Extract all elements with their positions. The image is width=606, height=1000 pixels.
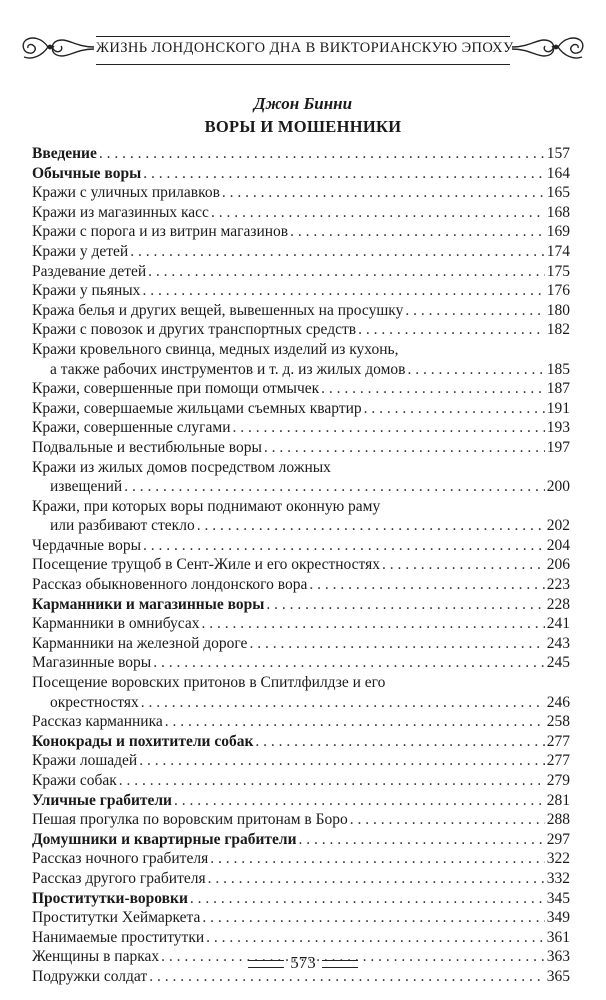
toc-entry xyxy=(32,575,570,595)
toc-entry-title: Кражи лошадей xyxy=(32,752,138,770)
toc-page-number: 349 xyxy=(546,909,570,927)
dot-leader xyxy=(197,516,545,536)
toc-entry-row xyxy=(32,693,570,713)
dot-leader xyxy=(143,164,545,184)
toc-entry xyxy=(32,281,570,301)
dot-leader xyxy=(266,595,544,615)
toc-entry xyxy=(32,222,570,242)
toc-entry-title: окрестностях xyxy=(50,693,139,711)
toc-entry xyxy=(32,497,570,536)
toc-page-number: 241 xyxy=(546,615,570,633)
toc-entry xyxy=(32,242,570,262)
toc-entry-row xyxy=(32,849,570,869)
toc-entry xyxy=(32,458,570,497)
toc-page-number: 187 xyxy=(546,380,570,398)
toc-entry xyxy=(32,555,570,575)
page-number xyxy=(0,953,606,973)
toc-entry-row xyxy=(32,869,570,889)
toc-entry-row xyxy=(32,634,570,654)
toc-entry-row xyxy=(32,830,570,850)
dot-leader xyxy=(211,203,545,223)
toc-entry xyxy=(32,536,570,556)
dot-leader xyxy=(141,693,545,713)
toc-page-number: 246 xyxy=(546,693,570,711)
toc-entry-title: Нанимаемые проститутки xyxy=(32,928,205,946)
dot-leader xyxy=(143,536,545,556)
toc-entry-row xyxy=(32,555,570,575)
toc-entry-title: Рассказ ночного грабителя xyxy=(32,850,209,868)
toc-entry-title: Введение xyxy=(32,145,97,162)
toc-page-number: 223 xyxy=(546,576,570,594)
toc-entry-row xyxy=(32,183,570,203)
toc-entry-title: Чердачные воры xyxy=(32,536,142,554)
toc-entry-title: Пешая прогулка по воровским притонам в Боро xyxy=(32,811,348,829)
toc-page-number: 288 xyxy=(546,811,570,829)
toc-page-number: 175 xyxy=(546,262,570,280)
toc-entry-row xyxy=(32,477,570,497)
toc-entry xyxy=(32,751,570,771)
toc-entry-title: Магазинные воры xyxy=(32,654,152,672)
toc-page-number: 245 xyxy=(546,654,570,672)
header-rule-top xyxy=(96,36,510,37)
toc-entry-title: Кражи у детей xyxy=(32,242,129,260)
toc-entry-title: Кражи из магазинных касс xyxy=(32,203,209,221)
header-rule-bottom xyxy=(96,64,510,65)
toc-entry xyxy=(32,320,570,340)
toc-entry-title: Рассказ карманника xyxy=(32,713,163,731)
toc-page-number: 277 xyxy=(546,732,570,750)
toc-entry-title: извещений xyxy=(50,478,123,496)
dot-leader xyxy=(358,320,545,340)
dot-leader xyxy=(206,928,545,948)
flourish-ornament-icon xyxy=(510,30,588,64)
toc-page-number: 206 xyxy=(546,556,570,574)
toc-entry-title: Кражи с порога и из витрин магазинов xyxy=(32,223,289,241)
toc-entry-title: Подружки солдат xyxy=(32,967,148,985)
toc-page-number: 182 xyxy=(546,321,570,339)
toc-entry-title-line: Посещение воровских притонов в Спитлфилдзе и его xyxy=(32,674,386,692)
toc-page-number: 322 xyxy=(546,850,570,868)
dot-leader xyxy=(153,653,545,673)
toc-page-number: 277 xyxy=(546,752,570,770)
toc-entry xyxy=(32,418,570,438)
dot-leader xyxy=(222,183,545,203)
toc-page-number: 332 xyxy=(546,869,570,887)
toc-entry-row xyxy=(32,791,570,811)
toc-entry-title-line: Кражи кровельного свинца, медных изделий из кухонь, xyxy=(32,340,399,358)
toc-page-number: 363 xyxy=(546,948,570,966)
dot-leader xyxy=(142,281,544,301)
toc-entry xyxy=(32,908,570,928)
toc-entry xyxy=(32,810,570,830)
toc-entry-row xyxy=(32,928,570,948)
toc-page-number: 365 xyxy=(546,967,570,985)
toc-page-number: 168 xyxy=(546,203,570,221)
toc-entry-row xyxy=(32,418,570,438)
table-of-contents xyxy=(32,144,570,987)
toc-entry-row xyxy=(32,908,570,928)
toc-page-number: 180 xyxy=(546,301,570,319)
toc-entry-row xyxy=(32,614,570,634)
toc-page-number: 258 xyxy=(546,713,570,731)
toc-entry xyxy=(32,340,570,379)
dot-leader xyxy=(210,849,545,869)
page-number-text: 573 xyxy=(290,953,316,972)
toc-entry-row xyxy=(32,712,570,732)
dot-leader xyxy=(139,751,545,771)
dot-leader xyxy=(290,222,545,242)
toc-entry-row xyxy=(32,262,570,282)
dot-leader xyxy=(382,555,545,575)
dot-leader xyxy=(124,477,545,497)
toc-page-number: 169 xyxy=(546,223,570,241)
toc-entry-row xyxy=(32,536,570,556)
toc-entry-row xyxy=(32,751,570,771)
toc-entry xyxy=(32,771,570,791)
toc-entry xyxy=(32,673,570,712)
toc-entry-title: Кражи, совершаемые жильцами съемных квартир xyxy=(32,399,362,417)
toc-entry-row xyxy=(32,242,570,262)
toc-entry-row xyxy=(32,222,570,242)
toc-page-number: 361 xyxy=(546,928,570,946)
toc-page-number: 297 xyxy=(546,830,570,848)
toc-entry-row xyxy=(32,360,570,380)
toc-page-number: 204 xyxy=(546,536,570,554)
dot-leader xyxy=(190,889,545,909)
toc-entry xyxy=(32,791,570,811)
toc-page-number: 345 xyxy=(546,889,570,907)
toc-entry-row xyxy=(32,653,570,673)
toc-entry xyxy=(32,849,570,869)
toc-entry xyxy=(32,399,570,419)
running-head xyxy=(18,28,588,76)
toc-entry-title: Проститутки-воровки xyxy=(32,889,188,907)
toc-page-number: 164 xyxy=(546,164,570,182)
toc-entry xyxy=(32,183,570,203)
toc-entry xyxy=(32,712,570,732)
dot-leader xyxy=(202,614,545,634)
toc-entry-title: Кражи у пьяных xyxy=(32,282,141,300)
toc-entry-row xyxy=(32,516,570,536)
dot-leader xyxy=(202,908,544,928)
toc-page-number: 279 xyxy=(546,772,570,789)
toc-entry-title-line: Кражи, при которых воры поднимают оконную раму xyxy=(32,497,381,515)
toc-page-number: 174 xyxy=(546,242,570,260)
dot-leader xyxy=(99,144,545,164)
toc-page-number: 193 xyxy=(546,419,570,437)
toc-entry-title: или разбивают стекло xyxy=(50,517,195,535)
toc-entry-title: Конокрады и похитители собак xyxy=(32,732,254,750)
toc-entry-title: Карманники и магазинные воры xyxy=(32,595,265,613)
toc-entry-title: Рассказ обыкновенного лондонского вора xyxy=(32,576,308,594)
toc-entry-row xyxy=(32,301,570,321)
dot-leader xyxy=(264,438,545,458)
toc-page-number: 197 xyxy=(546,438,570,456)
toc-entry xyxy=(32,595,570,615)
toc-entry-title: Кражи, совершенные при помощи отмычек xyxy=(32,380,320,398)
dot-leader xyxy=(119,771,545,791)
toc-page-number: 185 xyxy=(546,360,570,378)
toc-entry-row xyxy=(32,320,570,340)
toc-entry-row xyxy=(32,399,570,419)
dot-leader xyxy=(255,732,544,752)
toc-entry xyxy=(32,203,570,223)
toc-entry-title: Уличные грабители xyxy=(32,791,172,809)
toc-page-number: 243 xyxy=(546,634,570,652)
dot-leader xyxy=(249,634,544,654)
toc-page-number: 202 xyxy=(546,517,570,535)
toc-page-number: 191 xyxy=(546,399,570,417)
toc-entry xyxy=(32,379,570,399)
toc-entry-title: Кражи с повозок и других транспортных средств xyxy=(32,321,357,339)
dot-leader xyxy=(350,810,545,830)
dot-leader xyxy=(321,379,545,399)
dot-leader xyxy=(165,712,545,732)
dot-leader xyxy=(364,399,545,419)
dot-leader xyxy=(130,242,545,262)
toc-page-number: 228 xyxy=(546,595,570,613)
toc-entry-title: Раздевание детей xyxy=(32,262,147,280)
toc-entry xyxy=(32,889,570,909)
toc-page-number: 200 xyxy=(546,478,570,496)
toc-entry xyxy=(32,164,570,184)
toc-entry-title: Кражи с уличных прилавков xyxy=(32,184,220,202)
toc-entry xyxy=(32,830,570,850)
folio-rule-right xyxy=(322,960,358,968)
toc-entry xyxy=(32,732,570,752)
dot-leader xyxy=(233,418,545,438)
toc-entry-row xyxy=(32,203,570,223)
toc-entry-title: Карманники на железной дороге xyxy=(32,634,248,652)
toc-entry xyxy=(32,262,570,282)
author-name: Джон Бинни xyxy=(253,94,353,113)
toc-entry-title: Проститутки Хеймаркета xyxy=(32,909,201,927)
toc-entry-title: Карманники в омнибусах xyxy=(32,615,200,633)
toc-entry-title-line: Кражи из жилых домов посредством ложных xyxy=(32,458,331,476)
dot-leader xyxy=(407,360,544,380)
toc-entry-row xyxy=(32,810,570,830)
toc-entry xyxy=(32,144,570,164)
toc-entry-title: Рассказ другого грабителя xyxy=(32,869,206,887)
toc-entry-title: Подвальные и вестибюльные воры xyxy=(32,438,262,456)
toc-entry-title: Кража белья и других вещей, вывешенных на просушку xyxy=(32,301,404,319)
toc-entry-row xyxy=(32,281,570,301)
toc-entry xyxy=(32,653,570,673)
toc-entry xyxy=(32,928,570,948)
toc-page-number: 176 xyxy=(546,282,570,300)
toc-entry xyxy=(32,438,570,458)
folio-rule-left xyxy=(248,960,284,968)
toc-entry xyxy=(32,614,570,634)
toc-entry-row xyxy=(32,575,570,595)
toc-page-number: 157 xyxy=(546,145,570,162)
toc-entry-title: а также рабочих инструментов и т. д. из жилых домов xyxy=(50,360,406,378)
toc-entry-row xyxy=(32,164,570,184)
toc-page-number: 165 xyxy=(546,184,570,202)
toc-entry xyxy=(32,869,570,889)
toc-entry-row xyxy=(32,771,570,791)
book-title: ВОРЫ И МОШЕННИКИ xyxy=(204,117,402,136)
toc-entry xyxy=(32,301,570,321)
dot-leader xyxy=(148,262,545,282)
toc-entry-title: Домушники и квартирные грабители xyxy=(32,830,297,848)
running-title: ЖИЗНЬ ЛОНДОНСКОГО ДНА В ВИКТОРИАНСКУЮ ЭПОХУ xyxy=(96,40,514,56)
toc-entry-row xyxy=(32,379,570,399)
toc-entry-row xyxy=(32,889,570,909)
toc-entry-title: Посещение трущоб в Сент-Жиле и его окрестностях xyxy=(32,556,381,574)
dot-leader xyxy=(174,791,545,811)
toc-entry-title: Женщины в парках xyxy=(32,948,160,966)
toc-entry-title: Обычные воры xyxy=(32,164,142,182)
dot-leader xyxy=(208,869,545,889)
flourish-ornament-icon xyxy=(18,30,96,64)
toc-entry-title: Кражи, совершенные слугами xyxy=(32,419,231,437)
toc-entry-title: Кражи собак xyxy=(32,772,117,789)
toc-entry-row xyxy=(32,732,570,752)
dot-leader xyxy=(405,301,544,321)
toc-entry xyxy=(32,634,570,654)
toc-entry-row xyxy=(32,438,570,458)
dot-leader xyxy=(309,575,544,595)
dot-leader xyxy=(299,830,545,850)
toc-entry-row xyxy=(32,595,570,615)
toc-entry-row xyxy=(32,144,570,164)
toc-page-number: 281 xyxy=(546,791,570,809)
